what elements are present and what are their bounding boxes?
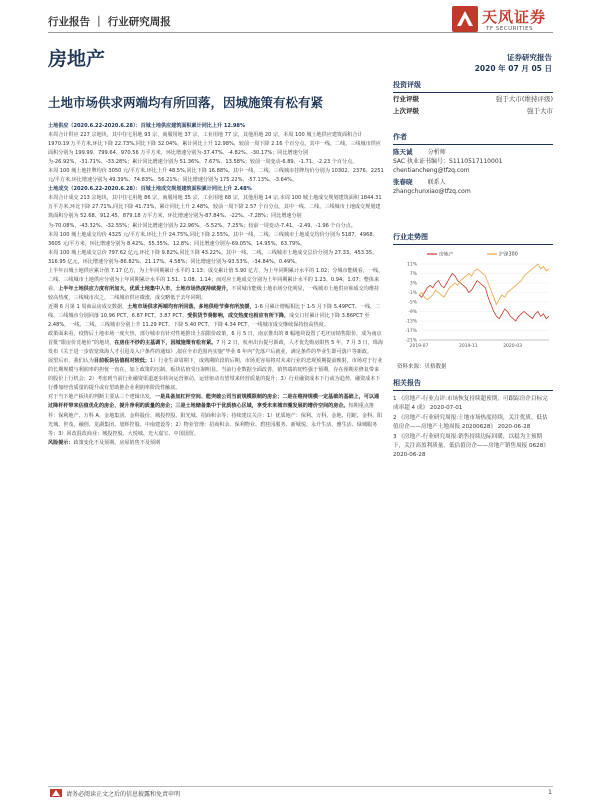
deal-heading: 土地成交（2020.6.22-2020.6.28）：百城土地成交规划建筑面积累计同比上升 2.48%	[48, 186, 252, 193]
y-tick-label: 7%	[409, 272, 417, 277]
report-type: 证券研究报告	[507, 53, 552, 62]
x-tick-label: 2019-07	[409, 344, 429, 349]
prev-rating-row: 上次评级 强于大市	[393, 107, 553, 115]
legend-label: 沪深300	[499, 252, 518, 258]
sector-title: 房地产	[48, 48, 106, 70]
related-heading: 相关报告	[393, 378, 553, 391]
page-number: 1	[548, 789, 552, 796]
y-tick-label: -13%	[405, 319, 417, 325]
x-tick-label: 2019-11	[458, 344, 478, 349]
footer-logo-icon	[50, 789, 62, 797]
report-body	[48, 122, 384, 448]
logo-subtext: TF SECURITIES	[486, 26, 533, 32]
analyst-1-email[interactable]: chentiancheng@tfzq.com	[393, 167, 470, 174]
half-year-paragraph: 上半年百城土地供应累计值 7.17 亿方，为上年同期累计水平的 1.13；成交累计值 5.90 亿方，为上年同期累计水平的 1.02；分城市能级看，一线、二线、三线城市土地供应分别为上年同期累计水平的 1.51、1.08、1.14；而对应土地成交分别为上年同期累计水平的 1.23、0.94、1.07；整体来看，上半年土地供应力度有所加大，优质土地集中入市，土地市场热度持续提升，不同城市能级土地市场分化明显，一线城市土地供应和成交均维持较高热度，三线城市次之，二线城市供应微涨，成交略低于去年同期。	[48, 267, 384, 301]
policy-paragraph: 政策面来看，疫情后土地市场一度火热，部分城市有针对性地推出土拍限价政策，6 月 5 日，南京推出的 8 幅地块设置了毛坯房销售限价，成为南京首批“限房价竞地价”的地块，在房住不炒的主基调下，因城施策有松有紧。7 月 2 日，杭州出台提号新政，人才优先购房限售 5 年，7 月 3 日，珠海发布《关于进一步放宽珠海人才引进及入户条件的通知》,拟在全市范围内实施“毕业 6 年内”先落户后就业，满足条件的毕业生即可落户等新政。	[48, 331, 383, 356]
y-tick-label: -9%	[408, 310, 417, 315]
supply-price-paragraph: 本周 100 城土地挂牌均价 3050 元/平方米,环比上升 48.5%,同比下降 16.88%。其中一线、二线、三线城市挂牌均价分别为 10302、2376、2251 元/平方米,环比增速分别为 49.39%、74.83%、56.21%；同比增速分别为 175.22%、-57.13%、-3.64%。	[48, 168, 384, 184]
risk-paragraph: 风险提示：政策变化不及预期、房屋销售不及预期	[48, 439, 161, 446]
trend-section	[393, 232, 553, 245]
related-list	[393, 395, 553, 459]
author-section	[393, 132, 553, 196]
rating-section	[393, 80, 553, 117]
supply-paragraph: 本周合计供应 227 宗地块，其中住宅用地 93 宗，商服用地 37 宗，工业用地 77 宗，其他用地 20 宗，本周 100 城土地供应建筑面积合计 1970.19 万平方米,环比下降 22.73%,同比下降 32.04%，累计同比上升 12.98%，较前一周下降 2.16 个百分点。其中一线、二线、三线城市供应面积分别为 199.99、799.64、970.56 万平方米，环比增速分别为-37.47%、-4.82%、-30.17%；同比增速分别为-26.92%、-31.71%、-33.28%；累计同比增速分别为 51.36%、7.67%、13.58%；较前一周变动-6.89、-1.71、-2.23 个百分点。	[48, 132, 381, 166]
y-tick-label: -5%	[408, 300, 417, 306]
deal-total-paragraph: 本周 100 城土地成交总价 797.62 亿元,环比下降 9.82%,同比下降 43.22%。其中一线、二线、三线城市土地成交总价分别为 27.33、453.35、316.95 亿元，环比增速分别为-86.82%、21.17%、4.58%；同比增速分别为-93.53%、-34.84%、0.49%。	[48, 249, 378, 265]
analyst-1: 陈天诚 分析师 SAC 执业证书编号：S1110517110001 chentiancheng@tfzq.com	[393, 148, 553, 175]
y-tick-label: 11%	[406, 262, 417, 268]
related-report-item[interactable]: 1 《房地产-行业点评:市场恢复持续超预期，可跟踪房企目标完成率超 4 成》 2020-07-01	[393, 396, 548, 411]
y-tick-label: -21%	[405, 338, 417, 344]
related-report-item[interactable]: 3 《房地产-行业研究周报:销售持续边际回暖，以稳为主预期下，关注高盈利质量、低估值房企——房地产销售周报 0628》 2020-06-28	[393, 434, 549, 458]
recent-paragraph: 近期 6 月第 1 周商品房成交数据，土地市场供求两端均有所回落，多地供给节奏有所放缓，1-6 月累计增幅相比于 1-5 月下降 5.49PCT。一线、二线、三线城市分别回落 10.96 PCT、6.87 PCT、3.87 PCT。受供货节奏影响，成交热度也相应有所下降，成交口径累计同比下降 3.86PCT 至 2.48%，一线、二线、三线城市分别上升 11.29 PCT、下降 5.40 PCT、下降 4.34 PCT，一线城市成交继续保持较高热度。	[48, 303, 381, 329]
footer-disclaimer: 请务必阅读正文之后的信息披露和免责申明	[66, 791, 181, 798]
outlook-paragraph: 展望后市，我们认为目前板块估值相对较低；1）行业生命周期下，成熟期阶段的后期，市场更容易将对未来行业的悲观预期提前映射，市场对于行业的长期规模与利润率的担忧一直在，加上政策的压制，板块估值受压制明显。当前行业数据全面改善，销售端的韧性强于预期，存在预期差修复带来的股价上行机会；2）考虑到当前行业融资渠道逐步转向运营驱动，运营驱动有望带来经营质量的提升；3）行业融资成本下行或为趋势，融资成本下行叠加经营质量的提升或有望助推企业利润率阶段性触底。	[48, 358, 383, 392]
trend-heading: 行业走势图	[393, 232, 553, 245]
report-date: 2020 年 07 月 05 日	[474, 64, 552, 73]
logo-text: 天风证券	[482, 8, 547, 26]
logo	[452, 6, 556, 40]
related-report-item[interactable]: 2 《房地产-行业研究周报:土地市场热度持续，关注优质、低估值房企——房地产土地周报 20200628》 2020-06-28	[393, 415, 548, 430]
rating-heading: 投资评级	[393, 80, 553, 93]
analyst-2: 张春晓 联系人 zhangchunxiao@tfzq.com	[393, 178, 553, 196]
x-tick-label: 2020-03	[503, 344, 523, 349]
analyst-2-email[interactable]: zhangchunxiao@tfzq.com	[393, 188, 471, 195]
series-line-2	[419, 264, 549, 304]
header-divider	[48, 32, 553, 33]
recommendation-paragraph: 对于当下地产板块的判断主要从三个逻辑出发，一是具备加杠杆空间、能突破公司当前规模限制的房企；二是在维持规模一定基础的基础上，可以通过降杆杆带来估值优化的房企、提升净利的质量的房企；三是土地储备集中于优质核心区域，享受未来城市圈发展的增价空间的房企。短期重点推荐：保利地产、万科 A、金地集团、金科股份、城投控股、阳光城、招商积余等；持续建议关注：1）优质地产：保利、万科、金地、招蛇、金科、阳光城、世茂、融创、龙湖集团、旭辉控股、中南建设等；2）物业管理：招商积余、保利物业、碧桂园服务、新城悦、永升生活、雅生活、绿城服务等；3）回改混改商业：城投控股、大悦城、光大嘉宝、中国国贸。	[48, 394, 383, 437]
chart-source: 资料来源：贝格数据	[397, 364, 447, 370]
rating-row: 行业评级 强于大市(维持评级)	[393, 95, 553, 103]
report-category: 行业报告 ｜ 行业研究周报	[48, 16, 171, 28]
logo-icon	[452, 6, 478, 32]
deal-paragraph: 本周合计成交 213 宗地块，其中住宅用地 86 宗，商服用地 35 宗，工业用地 68 宗，其他用地 14 宗,本周 100 城土地成交规划建筑面积 1844.31 万平方米,环比下降 27.71%,同比下降 41.73%，累计同比上升 2.48%，较前一周下降 2.57 个百分点。其中一线、二线、三线城市土地成交规划建筑面积分别为 52.68、912.45、879.18 万平方米，环比增速分别为-87.84%、-22%、-7.28%；同比增速分别为-70.08%、-43.32%、-32.55%；累计同比增速分别为 22.96%、-5.52%、7.25%；较前一周变动-7.41、-2.49、-1.96 个百分点。	[48, 195, 382, 229]
related-section	[393, 378, 553, 461]
y-tick-label: -1%	[408, 291, 417, 296]
legend-label: 房地产	[439, 252, 454, 258]
supply-heading: 土地供应（2020.6.22-2020.6.28）：百城土地供应建筑面积累计同比上升 12.98%	[48, 123, 246, 129]
trend-chart	[397, 248, 553, 358]
y-tick-label: -17%	[405, 329, 417, 334]
author-heading: 作者	[393, 132, 553, 145]
y-tick-label: 3%	[409, 281, 417, 287]
report-title: 土地市场供求两端均有所回落，因城施策有松有紧	[48, 95, 324, 110]
trend-chart-svg	[397, 248, 553, 358]
deal-price-paragraph: 本周 100 城土地成交均价 4325 元/平方米,环比上升 24.75%,同比下降 2.55%。其中一线、二线、三线城市土地成交均价分别为 5187、4968、3605 元/平方米，环比增速分别为 8.42%、55.35%、12.8%；同比增速分别为-69.05%、14.95%、63.79%。	[48, 231, 378, 247]
series-line-1	[419, 274, 549, 322]
footer-divider	[48, 786, 553, 787]
